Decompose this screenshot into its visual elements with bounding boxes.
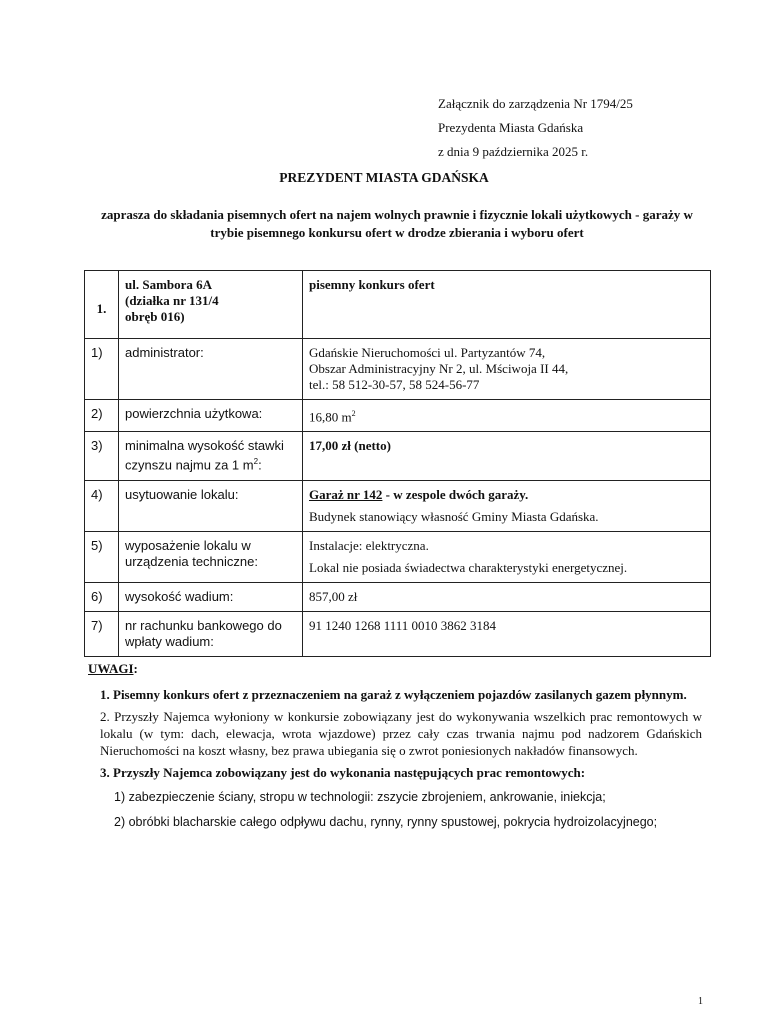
row-value [303,480,711,531]
administrator-line-2: Obszar Administracyjny Nr 2, ul. Mściwoja II 44, [309,361,569,376]
rent-label-text: minimalna wysokość stawki czynszu najmu za 1 m [125,438,284,473]
rent-value: 17,00 zł (netto) [303,432,711,480]
table-row [85,582,711,611]
notes-title [88,660,702,677]
row-label: powierzchnia użytkowa: [119,400,303,432]
garage-description: - w zespole dwóch garaży. [382,486,529,502]
table-row [85,400,711,432]
notes-title-text: UWAGI [88,661,134,676]
energy-certificate: Lokal nie posiada świadectwa charakterystyki energetycznej. [309,559,628,575]
row-label: nr rachunku bankowego do wpłaty wadium: [119,611,303,656]
note-2: 2. Przyszły Najemca wyłoniony w konkursie zobowiązany jest do wykonywania wszelkich prac remontowych w lokalu (w tym: dach, elewacja, wrota wjazdowe) przez cały czas trwania najmu pod nadzorem Gdańskich Nieruchomości na koszt własny, bez prawa ubiegania się o zwrot poniesionych nakładów finansowych. [100,709,702,758]
row-label: wyposażenie lokalu w urządzenia techniczne: [119,531,303,582]
area-unit-exponent: 2 [351,409,356,418]
garage-number: Garaż nr 142 [309,486,383,502]
note-1: 1. Pisemny konkurs ofert z przeznaczeniem na garaż z wyłączeniem pojazdów zasilanych gazem płynnym. [100,687,687,702]
bank-account-value: 91 1240 1268 1111 0010 3862 3184 [303,611,711,656]
row-number: 3) [85,432,119,480]
document-title: PREZYDENT MIASTA GDAŃSKA [279,170,489,185]
installations: Instalacje: elektryczna. [309,537,429,553]
row-number: 1) [85,339,119,400]
note-3-item-1: 1) zabezpieczenie ściany, stropu w technologii: zszycie zbrojeniem, ankrowanie, iniekcja; [114,790,606,804]
table-row [85,531,711,582]
table-row [85,432,711,480]
attachment-line-1: Załącznik do zarządzenia Nr 1794/25 [438,96,633,111]
garage-line [309,487,704,503]
row-label: usytuowanie lokalu: [119,480,303,531]
row-value [303,400,711,432]
row-number: 2) [85,400,119,432]
table-header-row [85,271,711,339]
offer-table [84,270,711,657]
rent-label-end: : [258,457,262,473]
table-row [85,480,711,531]
tender-mode: pisemny konkurs ofert [303,271,711,339]
row-label: wysokość wadium: [119,582,303,611]
administrator-line-3: tel.: 58 512-30-57, 58 524-56-77 [309,377,480,392]
row-label [119,432,303,480]
address-plot: (działka nr 131/4 [125,293,219,308]
property-address [119,271,303,339]
address-precinct: obręb 016) [125,309,185,324]
table-row [85,611,711,656]
rent-label-exponent: 2 [253,457,259,467]
attachment-line-3: z dnia 9 października 2025 r. [438,144,589,159]
building-ownership: Budynek stanowiący własność Gminy Miasta Gdańska. [309,508,599,524]
item-number: 1. [85,271,119,339]
row-number: 6) [85,582,119,611]
row-value [303,339,711,400]
deposit-value: 857,00 zł [303,582,711,611]
note-3-item-2: 2) obróbki blacharskie całego odpływu dachu, rynny, rynny spustowej, pokrycia hydroizolacyjnego; [114,815,658,829]
notes-section [88,660,702,831]
row-number: 4) [85,480,119,531]
row-value [303,531,711,582]
row-number: 7) [85,611,119,656]
document-subtitle: zaprasza do składania pisemnych ofert na najem wolnych prawnie i fizycznie lokali użytkowych - garaży w trybie pisemnego konkursu ofert w drodze zbierania i wyboru ofert [101,207,693,240]
address-street: ul. Sambora 6A [125,277,213,292]
page-number: 1 [698,996,703,1007]
notes-title-colon: : [133,661,138,676]
row-label: administrator: [119,339,303,400]
note-3: 3. Przyszły Najemca zobowiązany jest do wykonania następujących prac remontowych: [100,765,586,780]
area-value: 16,80 m [309,409,352,425]
row-number: 5) [85,531,119,582]
administrator-line-1: Gdańskie Nieruchomości ul. Partyzantów 74, [309,345,546,360]
attachment-header [438,92,633,164]
table-row [85,339,711,400]
attachment-line-2: Prezydenta Miasta Gdańska [438,120,584,135]
